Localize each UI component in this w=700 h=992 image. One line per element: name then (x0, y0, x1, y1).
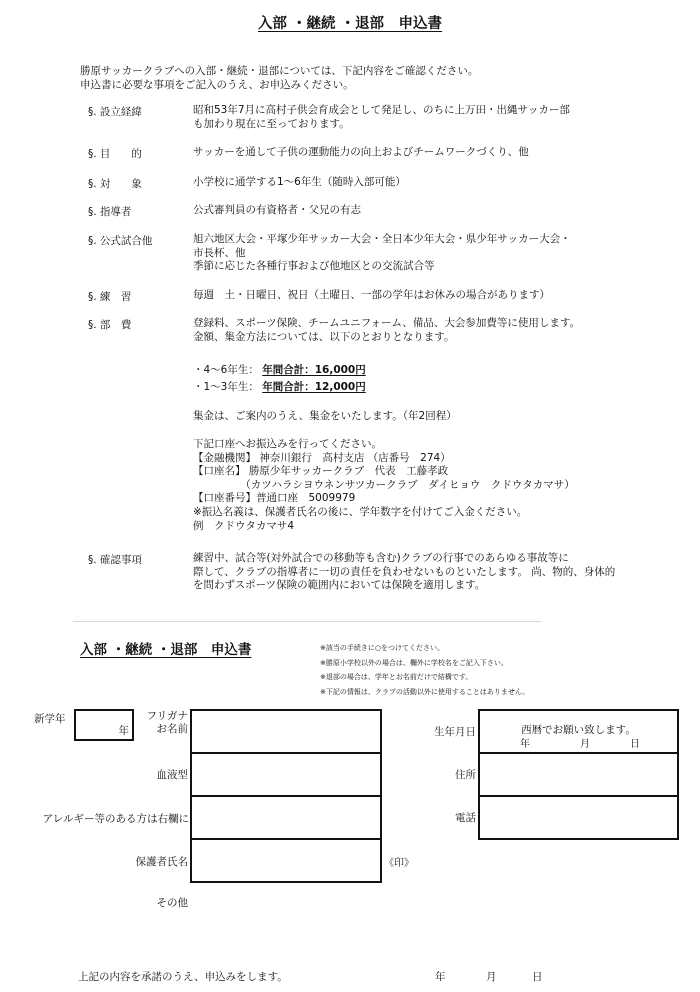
form-notes (320, 641, 529, 699)
date-month-unit: 月 (486, 971, 497, 983)
other-label: その他 (156, 897, 188, 909)
section-body-coaches (193, 204, 361, 218)
collection-note: 集金は、ご案内のうえ、集金をいたします。（年2回程） (193, 410, 457, 422)
blood-type-field[interactable] (190, 752, 382, 797)
section-line: 際して、クラブの指導者に一切の責任を負わせないものといたします。 尚、物的、身体的 (193, 565, 616, 578)
section-label-fees: §. 部 費 (88, 319, 132, 331)
date-year-unit: 年 (435, 971, 446, 983)
document-title-text: 入部 ・継続 ・退部 申込書 (257, 16, 443, 32)
grade-field[interactable] (74, 709, 134, 741)
section-line: 金額、集金方法については、以下のとおりとなります。 (193, 330, 455, 343)
intro-line: 勝原サッカークラブへの入部・継続・退部については、下記内容をご確認ください。 (80, 65, 479, 77)
grade-suffix: 年 (118, 725, 129, 737)
intro-text (80, 64, 478, 92)
section-label-purpose: §. 目 的 (88, 148, 142, 160)
grade-label: 新学年 (34, 713, 66, 725)
section-label-confirmation: §. 確認事項 (88, 554, 142, 566)
section-label-matches: §. 公式試合他 (88, 235, 153, 247)
section-line: 市長杯、他 (193, 246, 246, 259)
birth-date-field[interactable] (478, 709, 679, 754)
name-field[interactable] (190, 709, 382, 754)
section-label-practice: §. 練 習 (88, 291, 132, 303)
section-line: 練習中、試合等(対外試合での移動等も含む)クラブの行事でのあらゆる事故等に (193, 552, 569, 564)
birth-date-label: 生年月日 (434, 726, 476, 738)
fee-tier-grade: ・1～3年生： (193, 381, 259, 393)
section-divider (73, 621, 541, 622)
section-line: 小学校に通学する1～6年生（随時入部可能） (193, 176, 406, 188)
allergy-label: アレルギー等のある方は右欄に (42, 813, 189, 825)
section-body-fees (193, 317, 580, 344)
phone-field[interactable] (478, 795, 679, 840)
section-line: も加わり現在に至っております。 (193, 117, 350, 130)
fee-tier-amount: 年間合計：12,000円 (262, 381, 366, 393)
allergy-field[interactable] (190, 795, 382, 840)
section-body-confirmation (193, 552, 615, 593)
birth-month-unit: 月 (580, 739, 590, 750)
fee-tiers (193, 362, 366, 396)
birth-date-hint: 西暦でお願い致します。 (521, 724, 636, 736)
section-body-practice (193, 289, 550, 303)
furigana-label: フリガナ (146, 710, 188, 722)
bank-line: ※振込名義は、保護者氏名の後に、学年数字を付けてご入金ください。 (193, 505, 528, 518)
bank-line: 【金融機関】 神奈川銀行 高村支店 （店番号 274） (193, 451, 451, 464)
fee-tier (193, 362, 366, 379)
section-line: サッカーを通して子供の運動能力の向上およびチームワークづくり、他 (193, 146, 529, 158)
bank-line: （カツハラシヨウネンサツカークラブ ダイヒョウ クドウタカマサ） (193, 478, 575, 491)
birth-day-unit: 日 (630, 739, 640, 750)
agreement-statement: 上記の内容を承諾のうえ、申込みをします。 (78, 971, 288, 983)
address-label: 住所 (455, 769, 476, 781)
fee-tier-grade: ・4～6年生： (193, 364, 259, 376)
blood-type-label: 血液型 (156, 769, 188, 781)
phone-label: 電話 (455, 812, 476, 824)
section-line: を問わずスポーツ保険の範囲内においては保険を適用します。 (193, 579, 486, 591)
section-line: 登録料、スポーツ保険、チームユニフォーム、備品、大会参加費等に使用します。 (193, 317, 581, 329)
section-body-establishment (193, 104, 570, 131)
section-line: 季節に応じた各種行事および他地区との交流試合等 (193, 260, 435, 272)
section-body-target (193, 176, 406, 190)
section-line: 毎週 土・日曜日、祝日（土曜日、一部の学年はお休みの場合があります） (193, 289, 550, 301)
seal-mark: 《印》 (384, 858, 414, 869)
section-body-purpose (193, 146, 529, 160)
bank-info (193, 438, 575, 533)
form-note: ※勝原小学校以外の場合は、欄外に学校名をご記入下さい。 (320, 658, 508, 667)
section-line: 公式審判員の有資格者・父兄の有志 (193, 204, 361, 216)
fee-tier (193, 379, 366, 396)
birth-year-unit: 年 (520, 739, 530, 750)
address-field[interactable] (478, 752, 679, 797)
bank-line: 例 クドウタカマサ4 (193, 519, 295, 532)
section-line: 昭和53年7月に高村子供会育成会として発足し、のちに上万田・出縄サッカー部 (193, 104, 570, 116)
guardian-name-label: 保護者氏名 (135, 856, 188, 868)
form-title: 入部 ・継続 ・退部 申込書 (80, 642, 252, 658)
date-day-unit: 日 (532, 971, 543, 983)
form-note: ※該当の手続きに○をつけてください。 (320, 644, 444, 652)
bank-line: 下記口座へお振込みを行ってください。 (193, 438, 382, 450)
intro-line: 申込書に必要な事項をご記入のうえ、お申込みください。 (80, 79, 354, 91)
section-label-establishment: §. 設立経緯 (88, 106, 142, 118)
form-note: ※下記の情報は、クラブの活動以外に使用することはありません。 (320, 687, 530, 696)
name-label-text: お名前 (156, 723, 188, 735)
document-title (0, 12, 700, 33)
name-label (140, 710, 188, 736)
bank-line: 【口座番号】普通口座 5009979 (193, 492, 356, 505)
form-note: ※退部の場合は、学年とお名前だけで結構です。 (320, 673, 473, 681)
section-label-target: §. 対 象 (88, 178, 142, 190)
section-label-coaches: §. 指導者 (88, 206, 132, 218)
section-line: 旭六地区大会・平塚少年サッカー大会・全日本少年大会・県少年サッカー大会・ (193, 233, 571, 245)
guardian-name-field[interactable] (190, 838, 382, 883)
fee-tier-amount: 年間合計：16,000円 (262, 364, 366, 376)
section-body-matches (193, 233, 571, 274)
bank-line: 【口座名】 勝原少年サッカークラブ 代表 工藤孝政 (193, 465, 449, 478)
